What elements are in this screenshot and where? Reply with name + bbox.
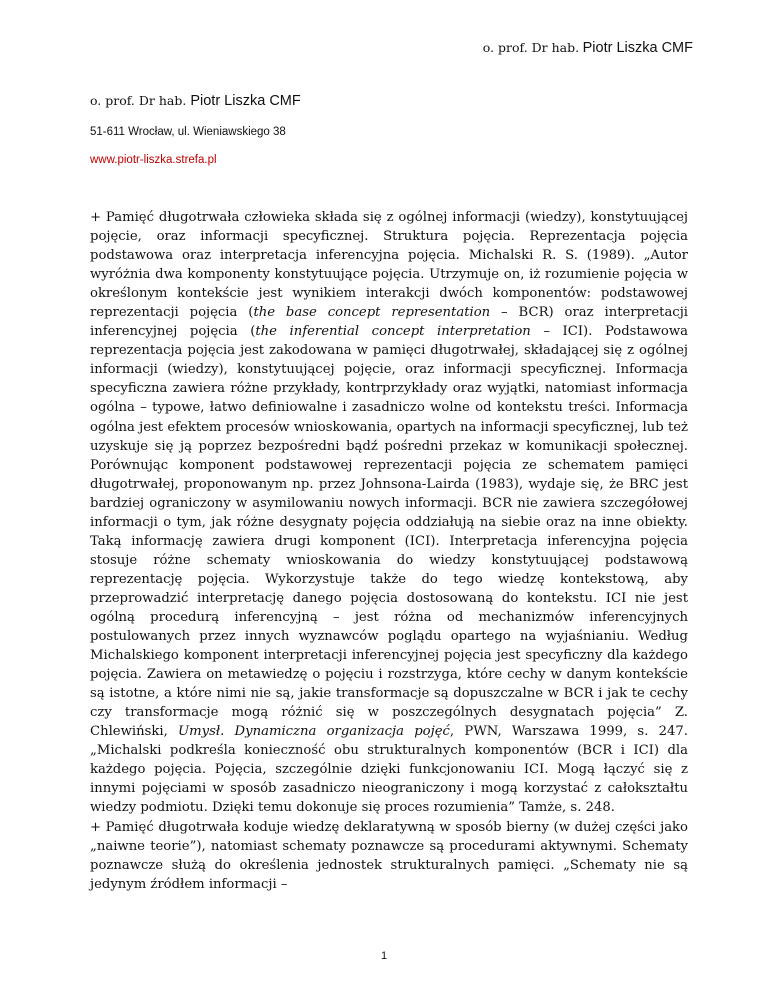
paragraph-1-text-a: + Pamięć długotrwała człowieka składa się z ogólnej informacji (wiedzy), konstytuującej pojęcie, oraz informacji specyficznej. Struktura pojęcia. Reprezentacja pojęcia podstawowa oraz interpretacja inferencyjna pojęcia. Michalski R. S. (1989). „Autor wyróżnia dwa komponenty konstytuujące pojęcia. Utrzymuje on, iż rozumienie pojęcia w określonym kontekście jest wynikiem interakcji dwóch komponentów: podstawowej reprezentacji pojęcia ( [90,210,688,321]
paragraph-1-text-c: – ICI). Podstawowa reprezentacja pojęcia jest zakodowana w pamięci długotrwałej, składającej się z ogólnej informacji (wiedzy), konstytuującej pojęcie, oraz informacji specyficznej. Informacja specyficzna zawiera różne przykłady, kontrprzykłady oraz wyjątki, natomiast informacja ogólna – typowe, łatwo definiowalne i zasadniczo wolne od kontekstu treści. Informacja ogólna jest efektem procesów wnioskowania, opartych na informacji specyficznej, lub też uzyskuje się ją poprzez bezpośredni bądź pośredni przekaz w komunikacji społecznej. Porównując komponent podstawowej reprezentacji pojęcia ze schematem pamięci długotrwałej, proponowanym np. przez Johnsona-Lairda (1983), wydaje się, że BRC jest bardziej ograniczony w asymilowaniu nowych informacji. BCR nie zawiera szczegółowej informacji o tym, jak różne desygnaty pojęcia oddziałują na siebie oraz na inne obiekty. Taką informację zawiera drugi komponent (ICI). Interpretacja inferencyjna pojęcia stosuje różne schematy wnioskowania do wiedzy konstytuującej podstawową reprezentację pojęcia. Wykorzystuje także do tego wiedzę kontekstową, aby przeprowadzić interpretację danego pojęcia dostosowaną do kontekstu. ICI nie jest ogólną procedurą inferencyjną – jest różna od mechanizmów inferencyjnych postulowanych przez innych wyznawców poglądu opartego na wyjaśnianiu. Według Michalskiego komponent interpretacji inferencyjnej pojęcia jest specyficzny dla każdego pojęcia. Zawiera on metawiedzę o pojęciu i rozstrzyga, które cechy w danym kontekście są istotne, a które nimi nie są, jakie transformacje są dopuszczalne w BCR i jak te cechy czy transformacje mogą różnić się w poszczególnych desygnatach pojęcia” Z. Chlewiński, [90,324,688,740]
paragraph-1-text-b: – BCR) oraz interpretacji inferencyjnej pojęcia ( [90,305,689,340]
paragraph-1-italic-2: the inferential concept interpretation [255,324,531,340]
page-number: 1 [380,950,388,962]
paragraph-1-italic-1: the base concept representation [253,305,491,321]
paragraph-1 [90,208,688,818]
author-address: 51-611 Wrocław, ul. Wieniawskiego 38 [90,126,286,138]
header-title-serif: o. prof. Dr hab. [482,40,580,55]
paragraph-1-italic-3: Umysł. Dynamiczna organizacja pojęć [178,724,450,740]
author-line [90,92,301,110]
author-block [90,92,301,168]
author-title: o. prof. Dr hab. [90,93,187,108]
website-link[interactable]: www.piotr-liszka.strefa.pl [90,154,217,166]
header-author-name: Piotr Liszka CMF [582,40,693,56]
body-text [90,208,688,894]
running-header [483,40,693,57]
paragraph-2: + Pamięć długotrwała koduje wiedzę deklaratywną w sposób bierny (w dużej części jako „naiwne teorie”), natomiast schematy poznawcze są procedurami aktywnymi. Schematy poznawcze służą do określenia jednostek strukturalnych pamięci. „Schematy nie są jedynym źródłem informacji – [90,819,688,892]
author-name: Piotr Liszka CMF [190,93,301,109]
paragraph-1-text-d: , PWN, Warszawa 1999, s. 247. „Michalski podkreśla konieczność obu strukturalnych komponentów (BCR i ICI) dla każdego pojęcia. Pojęcia, szczególnie dzięki funkcjonowaniu ICI. Mogą łączyć się z innymi pojęciami w sposób zasadniczo nieograniczony i mogą korzystać z całokształtu wiedzy podmiotu. Dzięki temu dokonuje się proces rozumienia” Tamże, s. 248. [90,724,688,816]
